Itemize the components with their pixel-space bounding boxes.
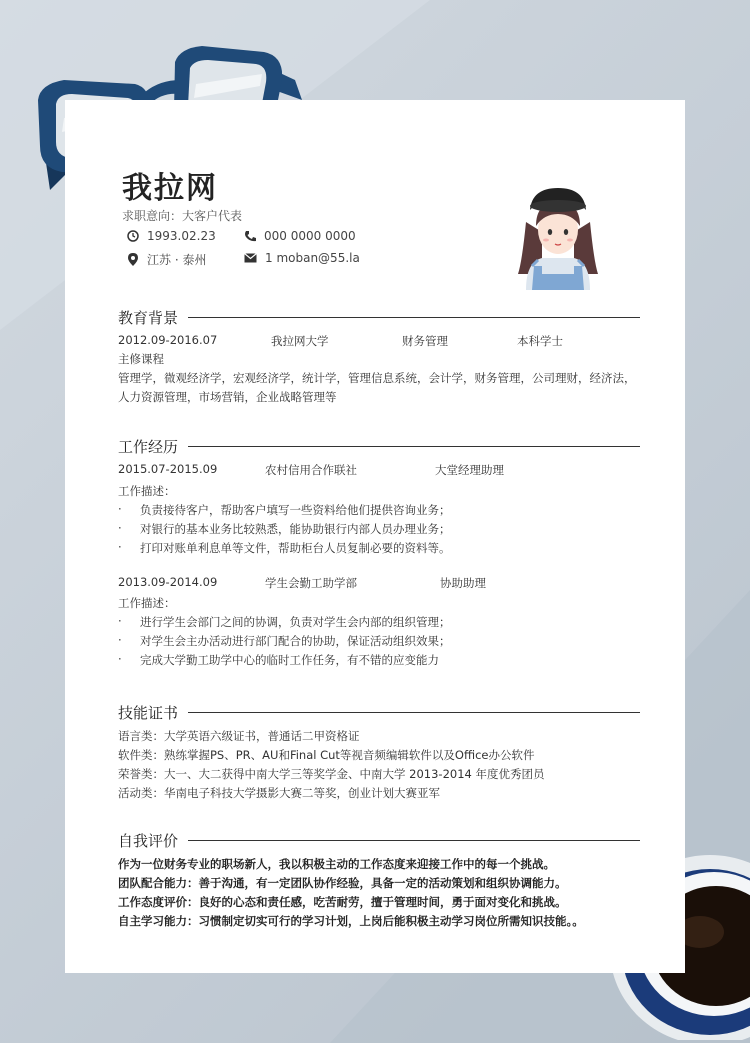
job-company: 学生会勤工助学部 <box>265 576 357 590</box>
birth-date: 1993.02.23 <box>147 229 216 243</box>
phone-icon <box>244 230 256 242</box>
email: 1 moban@55.la <box>265 251 360 265</box>
skill-line: 活动类：华南电子科技大学摄影大赛二等奖，创业计划大赛亚军 <box>118 786 440 800</box>
work-title: 工作经历 <box>118 438 179 456</box>
job-duty: · 对学生会主办活动进行部门配合的协助，保证活动组织效果； <box>118 633 451 648</box>
job-duty: · 负责接待客户，帮助客户填写一些资料给他们提供咨询业务； <box>118 502 451 517</box>
clock-icon <box>127 230 139 242</box>
skills-section-title <box>118 702 640 723</box>
skill-line: 语言类：大学英语六级证书，普通话二甲资格证 <box>118 729 360 743</box>
skills-title: 技能证书 <box>118 704 179 722</box>
phone-number: 000 0000 0000 <box>264 229 356 243</box>
job-desc-label: 工作描述： <box>118 484 176 498</box>
job-duty: · 打印对账单利息单等文件，帮助柜台人员复制必要的资料等。 <box>118 540 451 555</box>
job-position: 大堂经理助理 <box>435 463 504 477</box>
self-line: 自主学习能力：习惯制定切实可行的学习计划，上岗后能积极主动学习岗位所需知识技能。。 <box>118 914 584 928</box>
edu-major: 财务管理 <box>402 334 448 348</box>
education-title: 教育背景 <box>118 309 179 327</box>
job-desc-label: 工作描述： <box>118 596 176 610</box>
job-duty: · 对银行的基本业务比较熟悉，能协助银行内部人员办理业务； <box>118 521 451 536</box>
divider <box>188 317 640 319</box>
edu-school: 我拉网大学 <box>271 334 329 348</box>
mail-icon <box>244 253 257 263</box>
candidate-name: 我拉网 <box>122 171 218 206</box>
job-position: 协助助理 <box>440 576 486 590</box>
job-company: 农村信用合作联社 <box>265 463 357 477</box>
skill-line: 荣誉类：大一、大二获得中南大学三等奖学金、中南大学 2013-2014 年度优秀团员 <box>118 767 545 781</box>
job-period: 2013.09-2014.09 <box>118 575 218 589</box>
self-title: 自我评价 <box>118 832 179 850</box>
self-line: 团队配合能力：善于沟通，有一定团队协作经验，具备一定的活动策划和组织协调能力。 <box>118 876 567 890</box>
job-duty: · 进行学生会部门之间的协调，负责对学生会内部的组织管理； <box>118 614 451 629</box>
self-line: 作为一位财务专业的职场新人，我以积极主动的工作态度来迎接工作中的每一个挑战。 <box>118 857 555 871</box>
courses-line: 管理学，微观经济学，宏观经济学，统计学，管理信息系统，会计学，财务管理，公司理财，经济法， <box>118 371 636 385</box>
location-pin-icon <box>127 253 139 266</box>
edu-period: 2012.09-2016.07 <box>118 333 218 347</box>
job-duty: · 完成大学勤工助学中心的临时工作任务，有不错的应变能力 <box>118 652 439 667</box>
avatar <box>512 182 604 290</box>
edu-degree: 本科学士 <box>517 334 563 348</box>
job-intent: 求职意向：大客户代表 <box>122 209 243 223</box>
courses-line: 人力资源管理，市场营销，企业战略管理等 <box>118 390 337 404</box>
divider <box>188 712 640 714</box>
location: 江苏 · 泰州 <box>147 253 207 267</box>
birth-info <box>127 229 216 243</box>
divider <box>188 840 640 842</box>
education-section-title <box>118 307 640 328</box>
skill-line: 软件类：熟练掌握PS、PR、AU和Final Cut等视音频编辑软件以及Office办公软件 <box>118 748 535 762</box>
work-section-title <box>118 436 640 457</box>
location-info <box>127 251 206 268</box>
self-section-title <box>118 830 640 851</box>
job-period: 2015.07-2015.09 <box>118 462 218 476</box>
phone-info <box>244 229 356 243</box>
email-info <box>244 251 360 265</box>
courses-label: 主修课程 <box>118 352 164 366</box>
divider <box>188 446 640 448</box>
self-line: 工作态度评价：良好的心态和责任感，吃苦耐劳，擅于管理时间，勇于面对变化和挑战。 <box>118 895 567 909</box>
